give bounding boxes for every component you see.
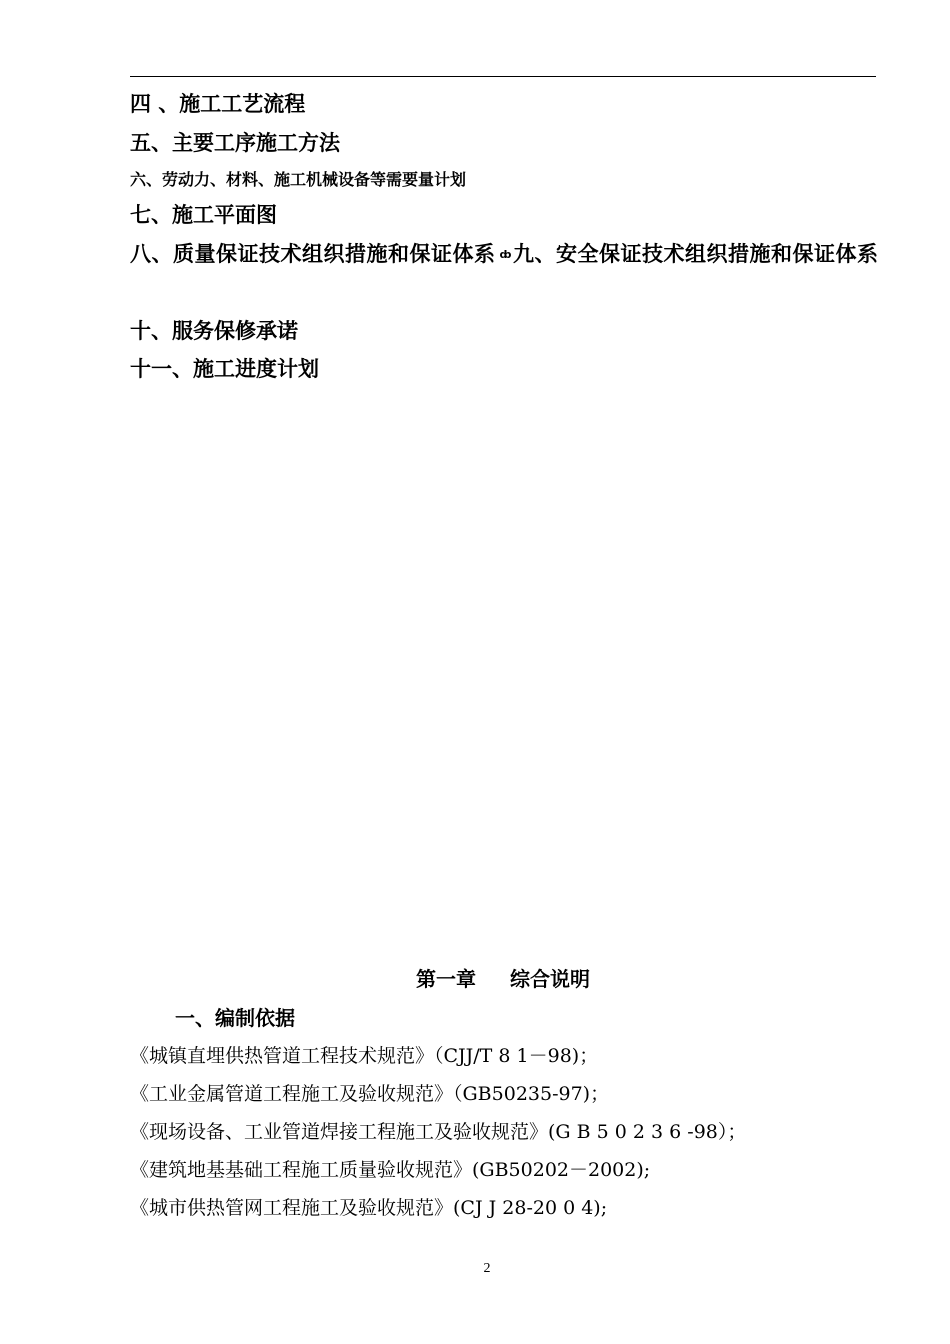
header-rule — [130, 76, 876, 77]
reference-item: 《工业金属管道工程施工及验收规范》（GB50235-97)； — [130, 1083, 610, 1105]
toc-item-11: 十一、施工进度计划 — [130, 357, 319, 381]
reference-item: 《城镇直埋供热管道工程技术规范》（CJJ/T 8 1－98)； — [130, 1045, 599, 1067]
toc-item-6: 六、劳动力、材料、施工机械设备等需要量计划 — [130, 170, 467, 189]
toc-item-5: 五、主要工序施工方法 — [130, 131, 340, 155]
inline-mark: ȸ — [499, 248, 512, 261]
toc-item-7: 七、施工平面图 — [130, 203, 277, 227]
reference-item: 《城市供热管网工程施工及验收规范》(CJ J 28-20 0 4); — [130, 1197, 608, 1219]
toc-item-10: 十、服务保修承诺 — [130, 319, 298, 343]
chapter-title — [0, 962, 950, 996]
toc-item-9: 九、安全保证技术组织措施和保证体系 — [512, 242, 879, 266]
toc-item-8: 八、质量保证技术组织措施和保证体系 — [130, 242, 496, 266]
reference-item: 《建筑地基基础工程施工质量验收规范》(GB50202－2002); — [130, 1159, 651, 1181]
chapter-number: 第一章 — [416, 967, 476, 991]
toc-item-8-9 — [130, 235, 880, 274]
chapter-name: 综合说明 — [510, 967, 590, 991]
toc-item-4: 四 、施工工艺流程 — [130, 92, 306, 116]
reference-item: 《现场设备、工业管道焊接工程施工及验收规范》(G B 5 0 2 3 6 -98）； — [130, 1121, 747, 1143]
section-heading: 一、编制依据 — [175, 1006, 295, 1030]
page-number: 2 — [483, 1261, 491, 1276]
